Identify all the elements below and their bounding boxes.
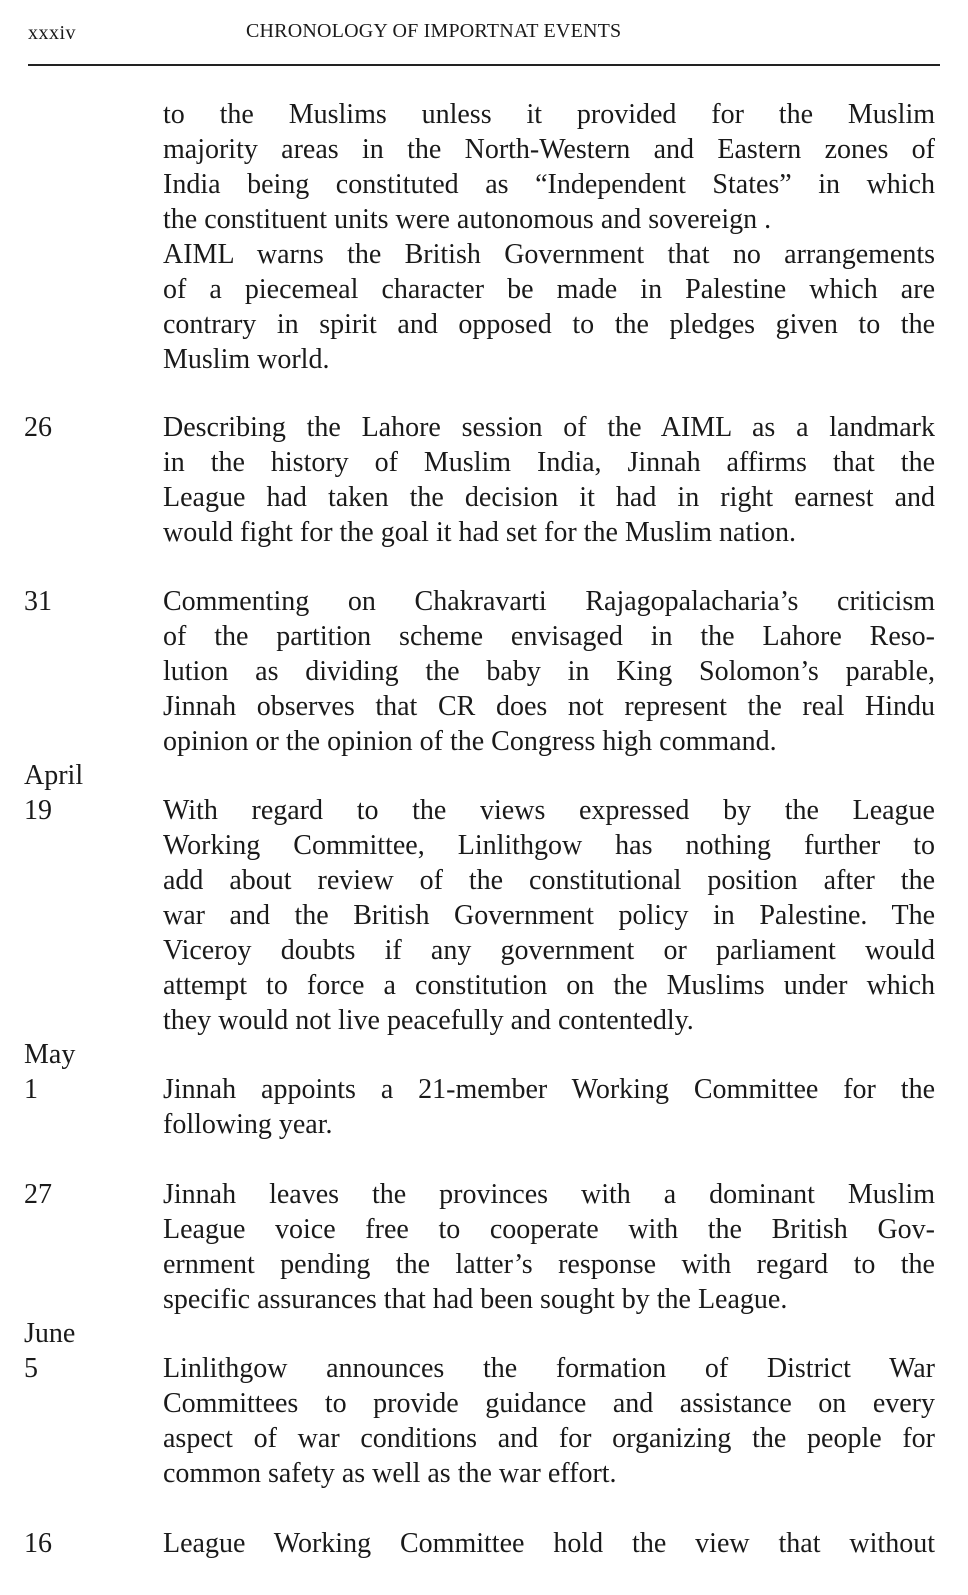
header-rule: [28, 64, 940, 66]
entry-text-line: lution as dividing the baby in King Solomon’s parable,: [163, 656, 935, 687]
entry-text-line: Jinnah leaves the provinces with a dominant Muslim: [163, 1179, 935, 1210]
entry-text-line: India being constituted as “Independent States” in which: [163, 169, 935, 200]
entry-day: 19: [24, 795, 52, 826]
entry-text-line: Jinnah observes that CR does not represent the real Hindu: [163, 691, 935, 722]
entry-text-line: Jinnah appoints a 21-member Working Committee for the: [163, 1074, 935, 1105]
entry-text-line: Viceroy doubts if any government or parliament would: [163, 935, 935, 966]
entry-text-line: attempt to force a constitution on the Muslims under which: [163, 970, 935, 1001]
entry-day: 16: [24, 1528, 52, 1559]
running-head: [28, 18, 940, 48]
entry-text-line: Muslim world.: [163, 344, 330, 375]
entry-text-line: Describing the Lahore session of the AIML as a landmark: [163, 412, 935, 443]
entry-text-line: League voice free to cooperate with the British Gov-: [163, 1214, 935, 1245]
entry-month: June: [24, 1318, 76, 1349]
running-title: CHRONOLOGY OF IMPORTNAT EVENTS: [246, 20, 622, 42]
entry-text-line: they would not live peacefully and contentedly.: [163, 1005, 694, 1036]
entry-text-line: majority areas in the North-Western and Eastern zones of: [163, 134, 935, 165]
entry-text-line: ernment pending the latter’s response with regard to the: [163, 1249, 935, 1280]
entry-text-line: League had taken the decision it had in right earnest and: [163, 482, 935, 513]
entry-text-line: of the partition scheme envisaged in the Lahore Reso-: [163, 621, 935, 652]
entry-day: 27: [24, 1179, 52, 1210]
entry-day: 5: [24, 1353, 38, 1384]
entry-day: 26: [24, 412, 52, 443]
entry-text-line: common safety as well as the war effort.: [163, 1458, 617, 1489]
entry-text-line: contrary in spirit and opposed to the pledges given to the: [163, 309, 935, 340]
entry-text-line: Working Committee, Linlithgow has nothing further to: [163, 830, 935, 861]
entry-text-line: of a piecemeal character be made in Palestine which are: [163, 274, 935, 305]
entry-month: April: [24, 760, 84, 791]
entry-month: May: [24, 1039, 76, 1070]
entry-day: 31: [24, 586, 52, 617]
entry-text-line: AIML warns the British Government that no arrangements: [163, 239, 935, 270]
entry-text-line: specific assurances that had been sought by the League.: [163, 1284, 788, 1315]
entry-text-line: add about review of the constitutional position after the: [163, 865, 935, 896]
entry-text-line: war and the British Government policy in Palestine. The: [163, 900, 935, 931]
entry-text-line: following year.: [163, 1109, 333, 1140]
page-number: xxxiv: [28, 22, 77, 44]
entry-text-line: would fight for the goal it had set for the Muslim nation.: [163, 517, 797, 548]
entry-text-line: Linlithgow announces the formation of District War: [163, 1353, 935, 1384]
entry-text-line: With regard to the views expressed by the League: [163, 795, 935, 826]
entry-text-line: opinion or the opinion of the Congress high command.: [163, 726, 777, 757]
entry-text-line: Committees to provide guidance and assistance on every: [163, 1388, 935, 1419]
entry-text-line: Commenting on Chakravarti Rajagopalacharia’s criticism: [163, 586, 935, 617]
entry-text-line: League Working Committee hold the view that without: [163, 1528, 935, 1559]
entry-text-line: the constituent units were autonomous and sovereign .: [163, 204, 772, 235]
entry-text-line: aspect of war conditions and for organizing the people for: [163, 1423, 935, 1454]
entry-day: 1: [24, 1074, 38, 1105]
entry-text-line: in the history of Muslim India, Jinnah affirms that the: [163, 447, 935, 478]
entry-text-line: to the Muslims unless it provided for the Muslim: [163, 99, 935, 130]
